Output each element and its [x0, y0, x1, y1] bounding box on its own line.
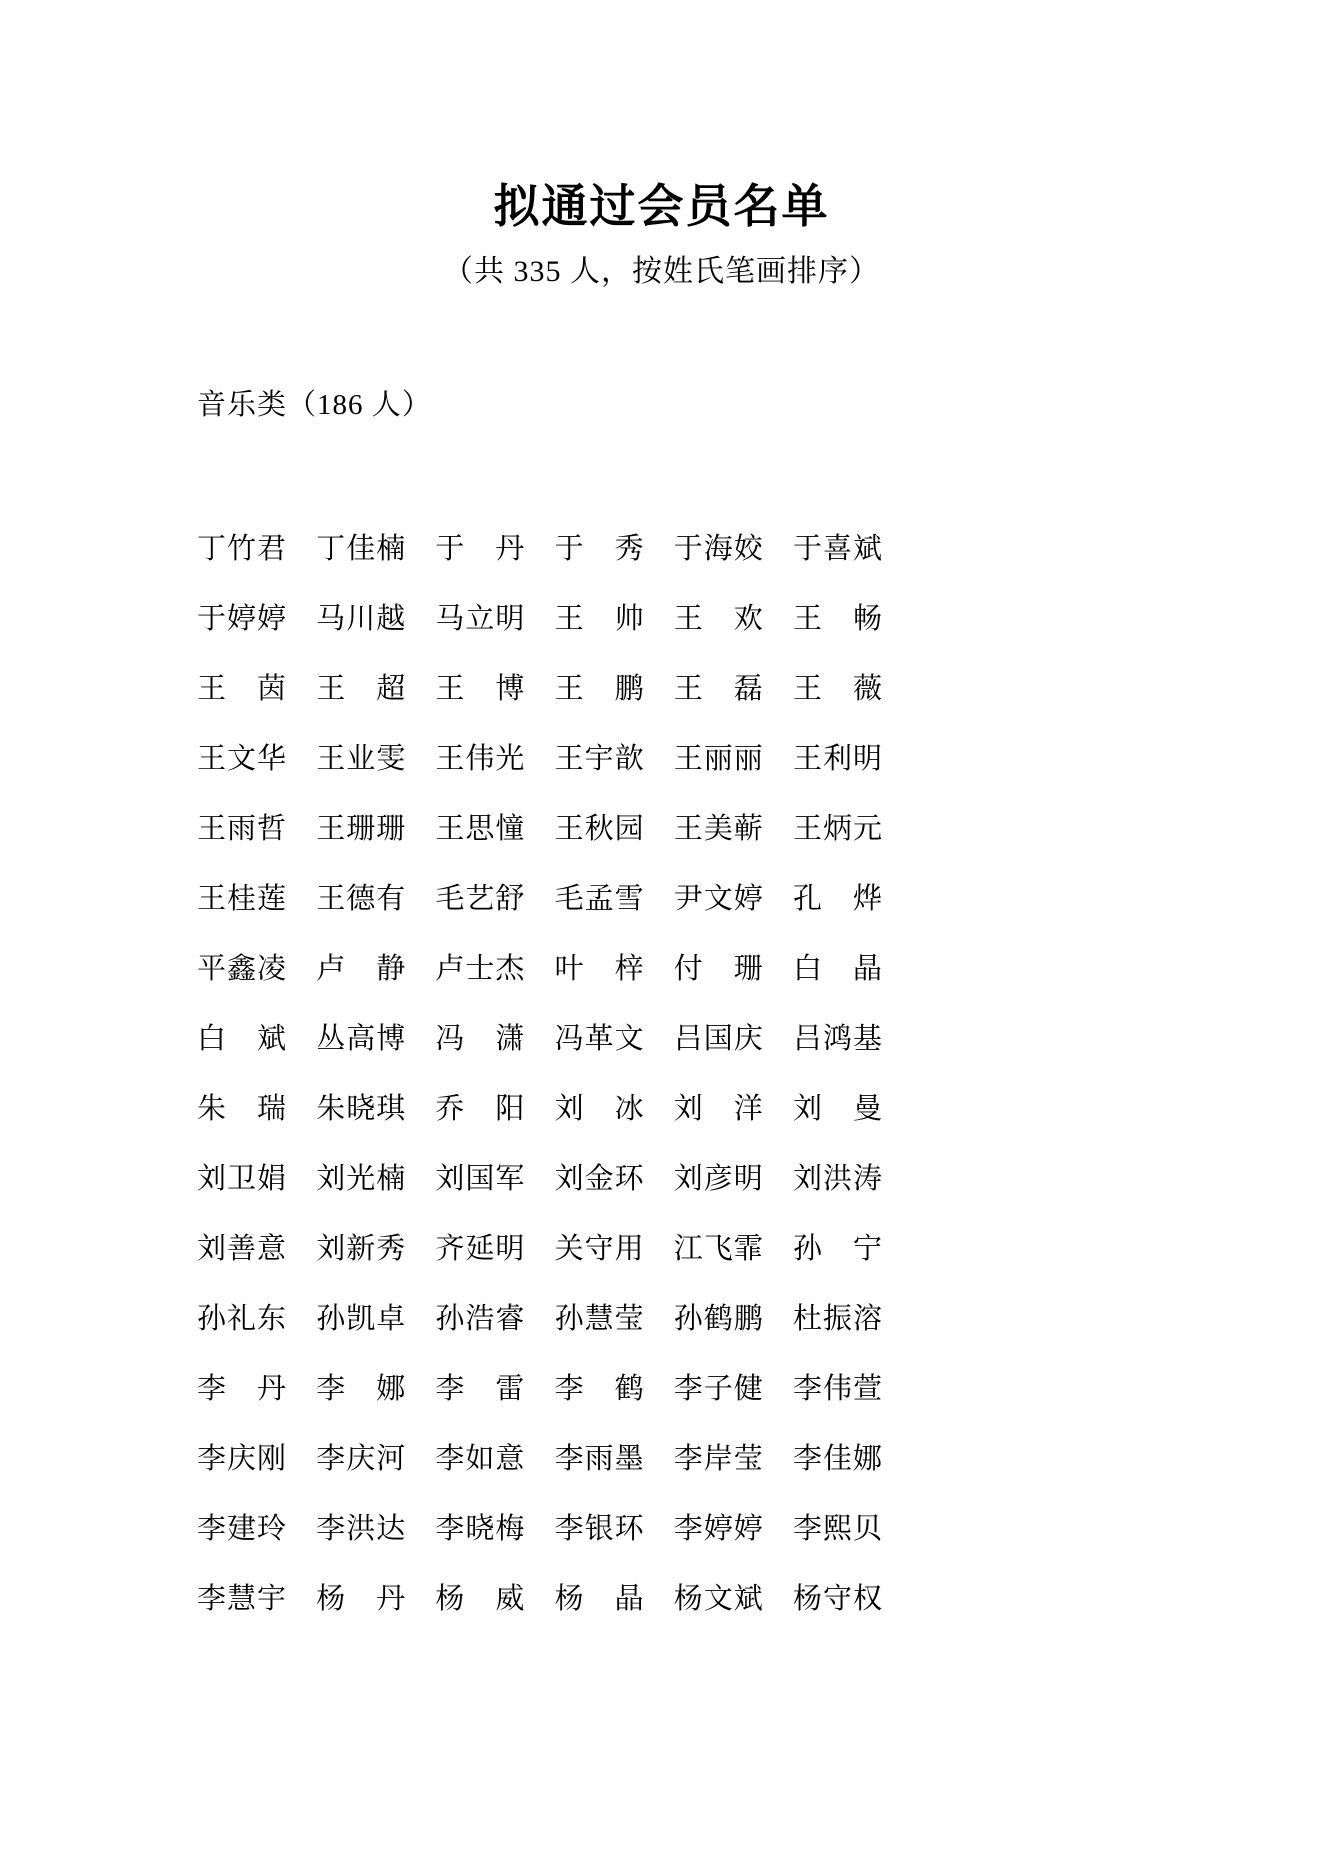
member-name: 杨守权	[792, 1582, 883, 1615]
member-name: 李婷婷	[673, 1512, 764, 1545]
member-name: 李 娜	[316, 1372, 407, 1405]
member-name: 刘光楠	[316, 1162, 407, 1195]
name-row	[197, 1074, 883, 1144]
member-name: 王炳元	[792, 812, 883, 845]
name-row	[197, 584, 883, 654]
member-name: 卢 静	[316, 952, 407, 985]
member-name: 王业雯	[316, 742, 407, 775]
name-row	[197, 1284, 883, 1354]
member-name: 刘 冰	[554, 1092, 645, 1125]
name-row	[197, 1004, 883, 1074]
member-name: 王雨哲	[197, 812, 288, 845]
member-name: 李伟萱	[792, 1372, 883, 1405]
member-name: 孔 烨	[792, 882, 883, 915]
member-name: 孙 宁	[792, 1232, 883, 1265]
member-name: 白 晶	[792, 952, 883, 985]
member-name: 马川越	[316, 602, 407, 635]
member-name: 李佳娜	[792, 1442, 883, 1475]
member-name: 付 珊	[673, 952, 764, 985]
member-name: 于婷婷	[197, 602, 288, 635]
member-name: 丁竹君	[197, 532, 288, 565]
member-name: 王桂莲	[197, 882, 288, 915]
member-name: 齐延明	[435, 1232, 526, 1265]
member-name: 王 茵	[197, 672, 288, 705]
member-name-grid	[197, 514, 883, 1634]
member-name: 丛高博	[316, 1022, 407, 1055]
name-row	[197, 654, 883, 724]
name-row	[197, 724, 883, 794]
member-name: 刘 洋	[673, 1092, 764, 1125]
member-name: 刘金环	[554, 1162, 645, 1195]
member-name: 乔 阳	[435, 1092, 526, 1125]
member-name: 吕鸿基	[792, 1022, 883, 1055]
music-category-section	[0, 387, 1323, 1635]
name-row	[197, 794, 883, 864]
member-name: 李子健	[673, 1372, 764, 1405]
member-name: 王 欢	[673, 602, 764, 635]
member-name: 于 秀	[554, 532, 645, 565]
member-name: 刘新秀	[316, 1232, 407, 1265]
member-name: 白 斌	[197, 1022, 288, 1055]
member-name: 李 丹	[197, 1372, 288, 1405]
name-row	[197, 864, 883, 934]
member-name: 李 鹤	[554, 1372, 645, 1405]
member-name: 朱晓琪	[316, 1092, 407, 1125]
member-name: 孙鹤鹏	[673, 1302, 764, 1335]
member-name: 李银环	[554, 1512, 645, 1545]
member-name: 尹文婷	[673, 882, 764, 915]
member-name: 王美蕲	[673, 812, 764, 845]
member-name: 王珊珊	[316, 812, 407, 845]
member-name: 李熙贝	[792, 1512, 883, 1545]
member-name: 冯革文	[554, 1022, 645, 1055]
member-name: 王 超	[316, 672, 407, 705]
name-row	[197, 1564, 883, 1634]
member-name: 杨 丹	[316, 1582, 407, 1615]
member-name: 王利明	[792, 742, 883, 775]
member-name: 王德有	[316, 882, 407, 915]
member-name: 朱 瑞	[197, 1092, 288, 1125]
page-title: 拟通过会员名单	[493, 180, 830, 232]
member-name: 于喜斌	[792, 532, 883, 565]
name-row	[197, 934, 883, 1004]
member-name: 王丽丽	[673, 742, 764, 775]
member-name: 李如意	[435, 1442, 526, 1475]
member-name: 平鑫凌	[197, 952, 288, 985]
name-row	[197, 1354, 883, 1424]
member-name: 杨文斌	[673, 1582, 764, 1615]
member-name: 马立明	[435, 602, 526, 635]
member-name: 李晓梅	[435, 1512, 526, 1545]
member-name: 王 帅	[554, 602, 645, 635]
member-name: 毛艺舒	[435, 882, 526, 915]
member-name: 李洪达	[316, 1512, 407, 1545]
member-name: 王思憧	[435, 812, 526, 845]
member-name: 刘国军	[435, 1162, 526, 1195]
name-row	[197, 514, 883, 584]
member-name: 王 薇	[792, 672, 883, 705]
member-name: 孙慧莹	[554, 1302, 645, 1335]
member-name: 李岸莹	[673, 1442, 764, 1475]
member-name: 丁佳楠	[316, 532, 407, 565]
member-name: 李庆刚	[197, 1442, 288, 1475]
member-name: 刘善意	[197, 1232, 288, 1265]
page-subtitle: （共 335 人，按姓氏笔画排序）	[443, 254, 880, 288]
member-name: 于 丹	[435, 532, 526, 565]
member-name: 毛孟雪	[554, 882, 645, 915]
member-name: 吕国庆	[673, 1022, 764, 1055]
member-name: 王 博	[435, 672, 526, 705]
member-name: 李建玲	[197, 1512, 288, 1545]
member-name: 刘卫娟	[197, 1162, 288, 1195]
member-name: 杨 威	[435, 1582, 526, 1615]
member-name: 李雨墨	[554, 1442, 645, 1475]
member-name: 江飞霏	[673, 1232, 764, 1265]
member-name: 王宇歆	[554, 742, 645, 775]
member-name: 王秋园	[554, 812, 645, 845]
member-name: 关守用	[554, 1232, 645, 1265]
name-row	[197, 1424, 883, 1494]
member-name: 杨 晶	[554, 1582, 645, 1615]
member-name: 孙礼东	[197, 1302, 288, 1335]
member-name: 卢士杰	[435, 952, 526, 985]
member-name: 刘洪涛	[792, 1162, 883, 1195]
name-row	[197, 1144, 883, 1214]
member-name: 王伟光	[435, 742, 526, 775]
member-name: 王 鹏	[554, 672, 645, 705]
member-name: 李慧宇	[197, 1582, 288, 1615]
member-name: 刘彦明	[673, 1162, 764, 1195]
section-heading: 音乐类（186 人）	[197, 388, 432, 421]
member-name: 杜振溶	[792, 1302, 883, 1335]
member-name: 冯 潇	[435, 1022, 526, 1055]
member-name: 孙浩睿	[435, 1302, 526, 1335]
member-name: 孙凯卓	[316, 1302, 407, 1335]
member-name: 李 雷	[435, 1372, 526, 1405]
member-name: 于海姣	[673, 532, 764, 565]
member-name: 王 畅	[792, 602, 883, 635]
member-name: 王文华	[197, 742, 288, 775]
name-row	[197, 1214, 883, 1284]
member-name: 王 磊	[673, 672, 764, 705]
member-name: 李庆河	[316, 1442, 407, 1475]
member-name: 刘 曼	[792, 1092, 883, 1125]
name-row	[197, 1494, 883, 1564]
member-name: 叶 梓	[554, 952, 645, 985]
